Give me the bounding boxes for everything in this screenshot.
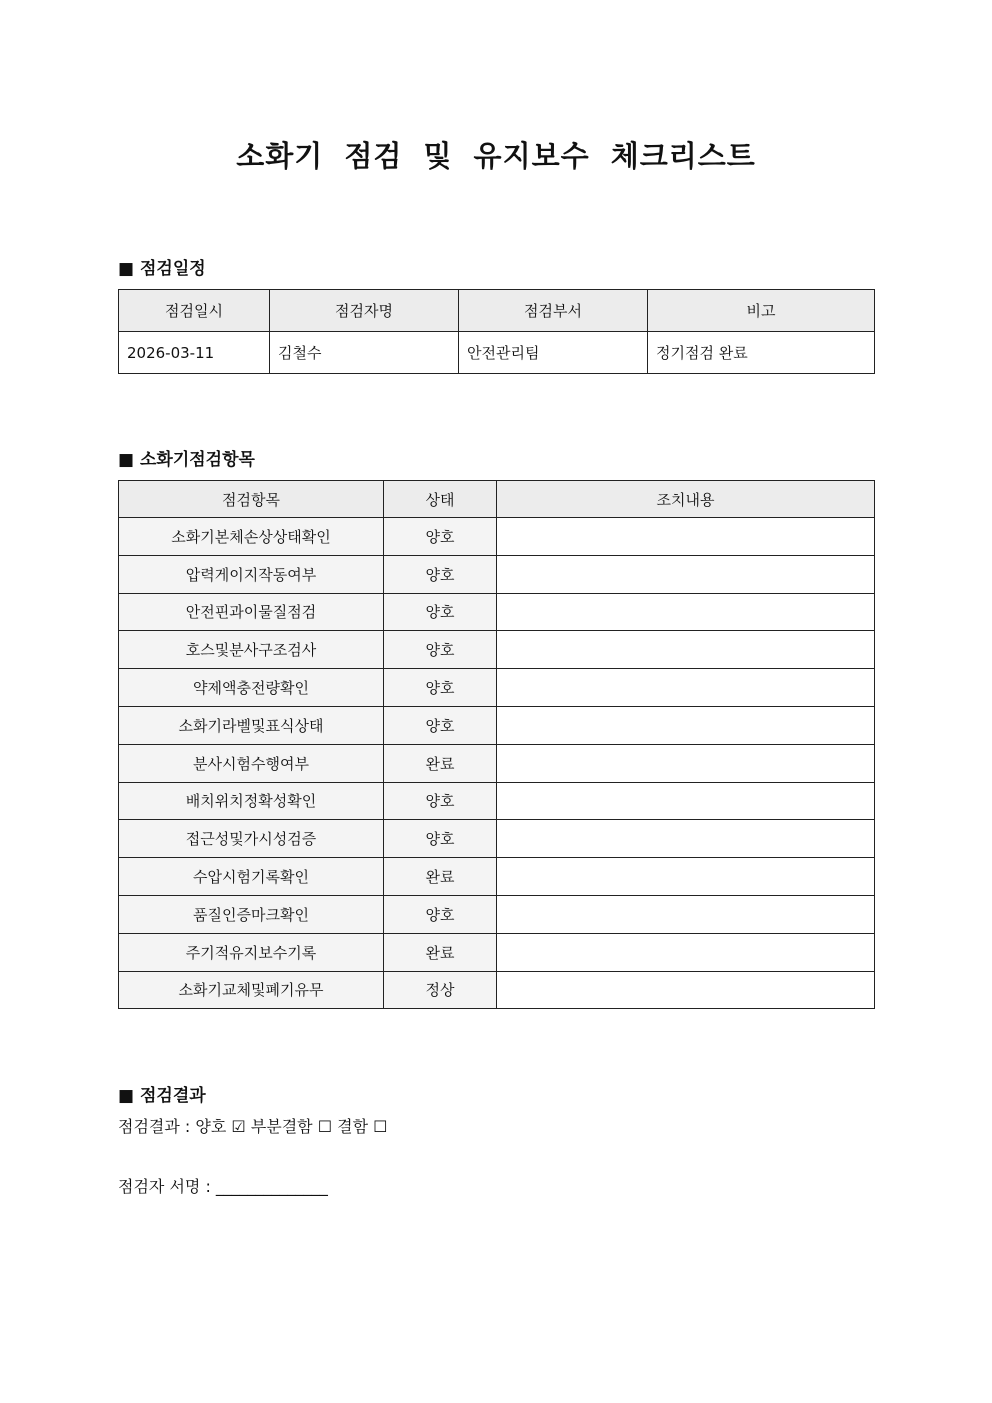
action-cell[interactable] xyxy=(497,782,875,820)
action-cell[interactable] xyxy=(497,858,875,896)
table-row xyxy=(119,555,875,593)
schedule-cell: 2026-03-11 xyxy=(119,332,270,374)
status-cell: 양호 xyxy=(384,706,497,744)
status-cell: 완료 xyxy=(384,858,497,896)
item-name-cell: 압력게이지작동여부 xyxy=(119,555,384,593)
signature-line: 점검자 서명 : ______________ xyxy=(118,1177,328,1196)
action-cell[interactable] xyxy=(497,895,875,933)
table-row xyxy=(119,971,875,1009)
schedule-header-cell: 점검일시 xyxy=(119,290,270,332)
result-heading: ■ 점검결과 xyxy=(118,1086,206,1106)
action-cell[interactable] xyxy=(497,555,875,593)
item-name-cell: 배치위치정확성확인 xyxy=(119,782,384,820)
schedule-header-cell: 점검부서 xyxy=(459,290,648,332)
action-cell[interactable] xyxy=(497,744,875,782)
item-name-cell: 약제액충전량확인 xyxy=(119,669,384,707)
table-row xyxy=(119,669,875,707)
schedule-table xyxy=(118,289,875,374)
action-cell[interactable] xyxy=(497,593,875,631)
item-name-cell: 품질인증마크확인 xyxy=(119,895,384,933)
table-row xyxy=(119,933,875,971)
table-row xyxy=(119,518,875,556)
item-name-cell: 소화기본체손상상태확인 xyxy=(119,518,384,556)
status-cell: 양호 xyxy=(384,820,497,858)
items-header-cell: 조치내용 xyxy=(497,481,875,518)
status-cell: 양호 xyxy=(384,555,497,593)
schedule-header-cell: 비고 xyxy=(648,290,875,332)
item-name-cell: 수압시험기록확인 xyxy=(119,858,384,896)
status-cell: 양호 xyxy=(384,669,497,707)
items-heading: ■ 소화기점검항목 xyxy=(118,450,255,470)
status-cell: 양호 xyxy=(384,593,497,631)
item-name-cell: 호스및분사구조검사 xyxy=(119,631,384,669)
table-row xyxy=(119,895,875,933)
item-name-cell: 소화기교체및폐기유무 xyxy=(119,971,384,1009)
item-name-cell: 접근성및가시성검증 xyxy=(119,820,384,858)
item-name-cell: 분사시험수행여부 xyxy=(119,744,384,782)
status-cell: 양호 xyxy=(384,895,497,933)
table-row xyxy=(119,820,875,858)
page-title: 소화기 점검 및 유지보수 체크리스트 xyxy=(236,139,756,173)
action-cell[interactable] xyxy=(497,518,875,556)
item-name-cell: 소화기라벨및표식상태 xyxy=(119,706,384,744)
table-row xyxy=(119,631,875,669)
items-header-cell: 점검항목 xyxy=(119,481,384,518)
item-name-cell: 주기적유지보수기록 xyxy=(119,933,384,971)
inspection-items-table xyxy=(118,480,875,1009)
result-line: 점검결과 : 양호 ☑ 부분결함 ☐ 결함 ☐ xyxy=(118,1117,388,1136)
action-cell[interactable] xyxy=(497,706,875,744)
schedule-header-cell: 점검자명 xyxy=(270,290,459,332)
status-cell: 양호 xyxy=(384,518,497,556)
action-cell[interactable] xyxy=(497,933,875,971)
action-cell[interactable] xyxy=(497,820,875,858)
items-header-cell: 상태 xyxy=(384,481,497,518)
action-cell[interactable] xyxy=(497,669,875,707)
schedule-cell: 김철수 xyxy=(270,332,459,374)
action-cell[interactable] xyxy=(497,971,875,1009)
item-name-cell: 안전핀과이물질점검 xyxy=(119,593,384,631)
table-row xyxy=(119,782,875,820)
schedule-heading: ■ 점검일정 xyxy=(118,259,206,279)
table-row xyxy=(119,593,875,631)
status-cell: 정상 xyxy=(384,971,497,1009)
table-row xyxy=(119,706,875,744)
status-cell: 양호 xyxy=(384,631,497,669)
table-row xyxy=(119,744,875,782)
table-row xyxy=(119,858,875,896)
action-cell[interactable] xyxy=(497,631,875,669)
status-cell: 완료 xyxy=(384,744,497,782)
status-cell: 양호 xyxy=(384,782,497,820)
status-cell: 완료 xyxy=(384,933,497,971)
schedule-cell: 안전관리팀 xyxy=(459,332,648,374)
schedule-cell: 정기점검 완료 xyxy=(648,332,875,374)
